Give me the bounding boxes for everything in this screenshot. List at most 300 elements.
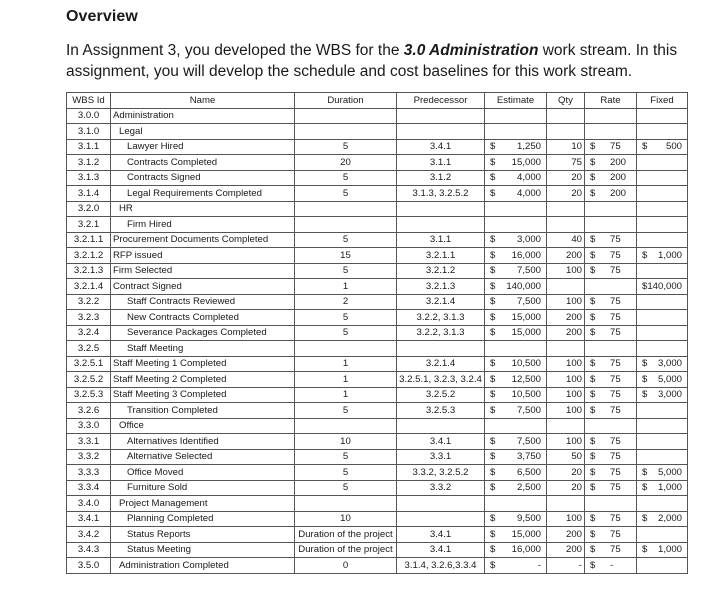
currency-symbol: $ (490, 358, 496, 370)
predecessor-cell: 3.2.1.4 (397, 294, 485, 310)
currency-symbol: $ (490, 559, 496, 571)
table-row (67, 139, 688, 155)
duration-cell (295, 418, 397, 434)
fixed-value: 3,000 (658, 358, 683, 370)
wbs-id-cell: 3.3.2 (67, 449, 111, 465)
duration-cell (295, 124, 397, 140)
rate-value: 200 (610, 156, 627, 168)
fixed-cell (637, 155, 688, 171)
qty-cell (547, 124, 585, 140)
fixed-cell (637, 341, 688, 357)
estimate-cell (485, 201, 547, 217)
header-predecessor: Predecessor (397, 93, 485, 109)
rate-cell (585, 232, 637, 248)
currency-symbol: $ (590, 249, 596, 261)
currency-symbol: $ (590, 559, 596, 571)
predecessor-cell (397, 217, 485, 233)
duration-cell: 10 (295, 511, 397, 527)
fixed-cell (637, 170, 688, 186)
duration-cell: 1 (295, 372, 397, 388)
estimate-value: 6,500 (516, 466, 541, 478)
table-row (67, 558, 688, 574)
estimate-cell (485, 341, 547, 357)
rate-value: 75 (610, 482, 621, 494)
rate-cell (585, 155, 637, 171)
rate-cell (585, 542, 637, 558)
task-name-cell: Administration Completed (111, 558, 295, 574)
table-row (67, 217, 688, 233)
fixed-value: 5,000 (658, 373, 683, 385)
duration-cell: 1 (295, 279, 397, 295)
task-name-cell: Contracts Signed (111, 170, 295, 186)
wbs-id-cell: 3.2.5.1 (67, 356, 111, 372)
task-name-cell: Contract Signed (111, 279, 295, 295)
table-row (67, 465, 688, 481)
task-name-cell: Legal (111, 124, 295, 140)
fixed-cell (637, 217, 688, 233)
qty-cell (547, 217, 585, 233)
task-name-cell: Status Meeting (111, 542, 295, 558)
currency-symbol: $ (490, 172, 496, 184)
task-name-cell: Transition Completed (111, 403, 295, 419)
currency-symbol: $ (490, 280, 496, 292)
fixed-cell (637, 263, 688, 279)
predecessor-cell (397, 124, 485, 140)
rate-cell (585, 310, 637, 326)
estimate-value: 2,500 (516, 482, 541, 494)
currency-symbol: $ (490, 311, 496, 323)
header-rate: Rate (585, 93, 637, 109)
task-name-cell: Staff Meeting 2 Completed (111, 372, 295, 388)
currency-symbol: $ (642, 544, 648, 556)
rate-cell (585, 372, 637, 388)
duration-cell: 2 (295, 294, 397, 310)
wbs-id-cell: 3.2.5.3 (67, 387, 111, 403)
wbs-id-cell: 3.3.4 (67, 480, 111, 496)
qty-cell (547, 279, 585, 295)
rate-cell (585, 418, 637, 434)
currency-symbol: $ (590, 466, 596, 478)
table-row (67, 232, 688, 248)
wbs-id-cell: 3.3.0 (67, 418, 111, 434)
currency-symbol: $ (490, 482, 496, 494)
wbs-id-cell: 3.2.1.3 (67, 263, 111, 279)
predecessor-cell (397, 108, 485, 124)
currency-symbol: $ (642, 249, 648, 261)
estimate-cell (485, 372, 547, 388)
rate-cell (585, 108, 637, 124)
estimate-cell (485, 496, 547, 512)
qty-cell: 10 (547, 139, 585, 155)
qty-cell: 50 (547, 449, 585, 465)
currency-symbol: $ (642, 373, 648, 385)
estimate-cell (485, 465, 547, 481)
task-name-cell: Furniture Sold (111, 480, 295, 496)
wbs-id-cell: 3.2.5 (67, 341, 111, 357)
estimate-value: 140,000 (506, 280, 541, 292)
wbs-id-cell: 3.1.1 (67, 139, 111, 155)
fixed-cell (637, 124, 688, 140)
currency-symbol: $ (590, 482, 596, 494)
predecessor-cell: 3.2.5.1, 3.2.3, 3.2.4 (397, 372, 485, 388)
table-row (67, 124, 688, 140)
currency-symbol: $ (642, 513, 648, 525)
task-name-cell: Staff Meeting 1 Completed (111, 356, 295, 372)
fixed-value: 5,000 (658, 466, 683, 478)
predecessor-cell: 3.2.2, 3.1.3 (397, 325, 485, 341)
duration-cell: 5 (295, 480, 397, 496)
estimate-cell (485, 108, 547, 124)
estimate-value: - (537, 559, 541, 571)
estimate-cell (485, 403, 547, 419)
currency-symbol: $ (490, 156, 496, 168)
currency-symbol: $ (490, 327, 496, 339)
rate-value: 75 (610, 234, 621, 246)
fixed-cell (637, 186, 688, 202)
duration-cell (295, 496, 397, 512)
qty-cell: 200 (547, 542, 585, 558)
wbs-id-cell: 3.2.1.2 (67, 248, 111, 264)
fixed-cell (637, 279, 688, 295)
rate-value: 200 (610, 172, 627, 184)
duration-cell: 1 (295, 356, 397, 372)
qty-cell (547, 341, 585, 357)
rate-cell (585, 201, 637, 217)
rate-cell (585, 465, 637, 481)
currency-symbol: $ (590, 435, 596, 447)
predecessor-cell (397, 511, 485, 527)
rate-value: 75 (610, 389, 621, 401)
rate-cell (585, 139, 637, 155)
duration-cell: Duration of the project (295, 542, 397, 558)
wbs-id-cell: 3.4.2 (67, 527, 111, 543)
table-row (67, 201, 688, 217)
rate-value: 75 (610, 249, 621, 261)
fixed-cell (637, 449, 688, 465)
predecessor-cell: 3.2.2, 3.1.3 (397, 310, 485, 326)
predecessor-cell: 3.2.1.2 (397, 263, 485, 279)
header-qty: Qty (547, 93, 585, 109)
currency-symbol: $ (642, 389, 648, 401)
table-body (67, 108, 688, 573)
task-name-cell: Project Management (111, 496, 295, 512)
task-name-cell: Staff Meeting (111, 341, 295, 357)
fixed-cell (637, 511, 688, 527)
rate-cell (585, 263, 637, 279)
rate-cell (585, 403, 637, 419)
rate-value: 75 (610, 141, 621, 153)
predecessor-cell: 3.4.1 (397, 434, 485, 450)
estimate-cell (485, 170, 547, 186)
duration-cell: 5 (295, 186, 397, 202)
currency-symbol: $ (642, 482, 648, 494)
rate-cell (585, 480, 637, 496)
fixed-cell (637, 310, 688, 326)
estimate-value: 12,500 (511, 373, 541, 385)
wbs-id-cell: 3.0.0 (67, 108, 111, 124)
estimate-value: 15,000 (511, 327, 541, 339)
currency-symbol: $ (590, 528, 596, 540)
fixed-cell (637, 527, 688, 543)
qty-cell: 200 (547, 325, 585, 341)
table-row (67, 108, 688, 124)
rate-value: 75 (610, 311, 621, 323)
estimate-value: 10,500 (511, 358, 541, 370)
fixed-cell (637, 465, 688, 481)
rate-value: - (610, 559, 614, 571)
estimate-value: 15,000 (511, 156, 541, 168)
fixed-value: 1,000 (658, 482, 683, 494)
predecessor-cell: 3.4.1 (397, 139, 485, 155)
table-row (67, 356, 688, 372)
estimate-value: 3,750 (516, 451, 541, 463)
duration-cell (295, 201, 397, 217)
predecessor-cell: 3.3.2 (397, 480, 485, 496)
predecessor-cell (397, 496, 485, 512)
estimate-value: 4,000 (516, 172, 541, 184)
table-row (67, 310, 688, 326)
estimate-cell (485, 418, 547, 434)
predecessor-cell: 3.1.3, 3.2.5.2 (397, 186, 485, 202)
currency-symbol: $ (490, 451, 496, 463)
currency-symbol: $ (590, 187, 596, 199)
qty-cell: 200 (547, 527, 585, 543)
qty-cell: - (547, 558, 585, 574)
estimate-cell (485, 480, 547, 496)
duration-cell: 5 (295, 263, 397, 279)
duration-cell: 5 (295, 465, 397, 481)
fixed-cell (637, 108, 688, 124)
estimate-cell (485, 434, 547, 450)
qty-cell: 200 (547, 310, 585, 326)
task-name-cell: Staff Contracts Reviewed (111, 294, 295, 310)
estimate-cell (485, 124, 547, 140)
wbs-id-cell: 3.5.0 (67, 558, 111, 574)
duration-cell: Duration of the project (295, 527, 397, 543)
task-name-cell: Office Moved (111, 465, 295, 481)
currency-symbol: $ (642, 358, 648, 370)
fixed-cell (637, 139, 688, 155)
currency-symbol: $ (490, 466, 496, 478)
table-row (67, 263, 688, 279)
currency-symbol: $ (490, 249, 496, 261)
intro-text-start: In Assignment 3, you developed the WBS for the (66, 42, 404, 59)
table-row (67, 341, 688, 357)
rate-cell (585, 449, 637, 465)
wbs-id-cell: 3.2.1.4 (67, 279, 111, 295)
fixed-cell (637, 558, 688, 574)
table-row (67, 511, 688, 527)
wbs-id-cell: 3.2.3 (67, 310, 111, 326)
task-name-cell: Alternatives Identified (111, 434, 295, 450)
duration-cell: 15 (295, 248, 397, 264)
currency-symbol: $ (490, 373, 496, 385)
duration-cell: 0 (295, 558, 397, 574)
predecessor-cell: 3.1.1 (397, 232, 485, 248)
estimate-value: 9,500 (516, 513, 541, 525)
rate-cell (585, 325, 637, 341)
fixed-cell (637, 294, 688, 310)
predecessor-cell (397, 341, 485, 357)
duration-cell: 5 (295, 310, 397, 326)
currency-symbol: $ (590, 358, 596, 370)
table-row (67, 279, 688, 295)
qty-cell: 100 (547, 511, 585, 527)
rate-value: 75 (610, 466, 621, 478)
duration-cell: 5 (295, 139, 397, 155)
header-wbs-id: WBS Id (67, 93, 111, 109)
estimate-cell (485, 155, 547, 171)
currency-symbol: $ (490, 389, 496, 401)
qty-cell: 100 (547, 356, 585, 372)
estimate-value: 15,000 (511, 528, 541, 540)
estimate-cell (485, 325, 547, 341)
table-row (67, 527, 688, 543)
estimate-cell (485, 558, 547, 574)
rate-cell (585, 170, 637, 186)
task-name-cell: RFP issued (111, 248, 295, 264)
predecessor-cell: 3.3.2, 3.2.5.2 (397, 465, 485, 481)
wbs-id-cell: 3.2.6 (67, 403, 111, 419)
fixed-value: 1,000 (658, 544, 683, 556)
rate-cell (585, 434, 637, 450)
qty-cell: 100 (547, 372, 585, 388)
page-heading: Overview (66, 8, 138, 25)
currency-symbol: $ (590, 389, 596, 401)
table-row (67, 480, 688, 496)
currency-symbol: $ (490, 404, 496, 416)
duration-cell (295, 217, 397, 233)
table-row (67, 434, 688, 450)
qty-cell: 100 (547, 263, 585, 279)
estimate-value: 7,500 (516, 296, 541, 308)
rate-cell (585, 279, 637, 295)
fixed-cell (637, 248, 688, 264)
task-name-cell: Office (111, 418, 295, 434)
wbs-id-cell: 3.4.1 (67, 511, 111, 527)
estimate-value: 4,000 (516, 187, 541, 199)
wbs-id-cell: 3.4.0 (67, 496, 111, 512)
fixed-value: 3,000 (658, 389, 683, 401)
fixed-cell (637, 403, 688, 419)
currency-symbol: $ (642, 141, 648, 153)
table-row (67, 387, 688, 403)
wbs-id-cell: 3.3.3 (67, 465, 111, 481)
table-row (67, 170, 688, 186)
estimate-cell (485, 387, 547, 403)
wbs-id-cell: 3.2.4 (67, 325, 111, 341)
fixed-cell (637, 387, 688, 403)
rate-value: 75 (610, 435, 621, 447)
currency-symbol: $ (490, 435, 496, 447)
qty-cell: 100 (547, 434, 585, 450)
estimate-cell (485, 279, 547, 295)
estimate-value: 16,000 (511, 249, 541, 261)
duration-cell: 5 (295, 325, 397, 341)
qty-cell: 100 (547, 387, 585, 403)
predecessor-cell: 3.4.1 (397, 542, 485, 558)
intro-text-end: work stream. In this assignment, you will develop the schedule and cost baselines for this work stream. (66, 42, 678, 80)
predecessor-cell (397, 201, 485, 217)
task-name-cell: Legal Requirements Completed (111, 186, 295, 202)
wbs-id-cell: 3.2.1 (67, 217, 111, 233)
duration-cell: 5 (295, 232, 397, 248)
header-duration: Duration (295, 93, 397, 109)
rate-cell (585, 511, 637, 527)
currency-symbol: $ (590, 451, 596, 463)
task-name-cell: Firm Hired (111, 217, 295, 233)
task-name-cell: Administration (111, 108, 295, 124)
currency-symbol: $ (590, 141, 596, 153)
wbs-table (66, 92, 688, 574)
table-row (67, 418, 688, 434)
fixed-value: 1,000 (658, 249, 683, 261)
predecessor-cell: 3.2.1.4 (397, 356, 485, 372)
fixed-value: 2,000 (658, 513, 683, 525)
rate-value: 75 (610, 265, 621, 277)
rate-value: 75 (610, 528, 621, 540)
qty-cell: 40 (547, 232, 585, 248)
fixed-cell (637, 418, 688, 434)
currency-symbol: $ (590, 311, 596, 323)
rate-value: 200 (610, 187, 627, 199)
rate-cell (585, 248, 637, 264)
predecessor-cell: 3.1.4, 3.2.6,3.3.4 (397, 558, 485, 574)
task-name-cell: Alternative Selected (111, 449, 295, 465)
table-row (67, 372, 688, 388)
currency-symbol: $ (590, 404, 596, 416)
table-row (67, 155, 688, 171)
rate-cell (585, 356, 637, 372)
task-name-cell: Firm Selected (111, 263, 295, 279)
table-row (67, 248, 688, 264)
estimate-value: 7,500 (516, 265, 541, 277)
rate-cell (585, 124, 637, 140)
currency-symbol: $ (490, 234, 496, 246)
qty-cell (547, 201, 585, 217)
estimate-value: 3,000 (516, 234, 541, 246)
qty-cell: 20 (547, 186, 585, 202)
qty-cell (547, 418, 585, 434)
header-fixed: Fixed (637, 93, 688, 109)
currency-symbol: $ (590, 513, 596, 525)
rate-cell (585, 341, 637, 357)
duration-cell: 10 (295, 434, 397, 450)
task-name-cell: Status Reports (111, 527, 295, 543)
estimate-cell (485, 356, 547, 372)
fixed-cell (637, 232, 688, 248)
rate-cell (585, 496, 637, 512)
fixed-cell (637, 542, 688, 558)
rate-value: 75 (610, 373, 621, 385)
fixed-value: 500 (666, 141, 683, 153)
fixed-cell (637, 372, 688, 388)
estimate-value: 15,000 (511, 311, 541, 323)
estimate-cell (485, 232, 547, 248)
estimate-cell (485, 139, 547, 155)
table-row (67, 403, 688, 419)
qty-cell: 75 (547, 155, 585, 171)
wbs-id-cell: 3.2.0 (67, 201, 111, 217)
rate-value: 75 (610, 404, 621, 416)
estimate-value: 7,500 (516, 435, 541, 447)
fixed-cell (637, 325, 688, 341)
fixed-cell (637, 480, 688, 496)
duration-cell: 20 (295, 155, 397, 171)
task-name-cell: New Contracts Completed (111, 310, 295, 326)
header-name: Name (111, 93, 295, 109)
duration-cell: 1 (295, 387, 397, 403)
